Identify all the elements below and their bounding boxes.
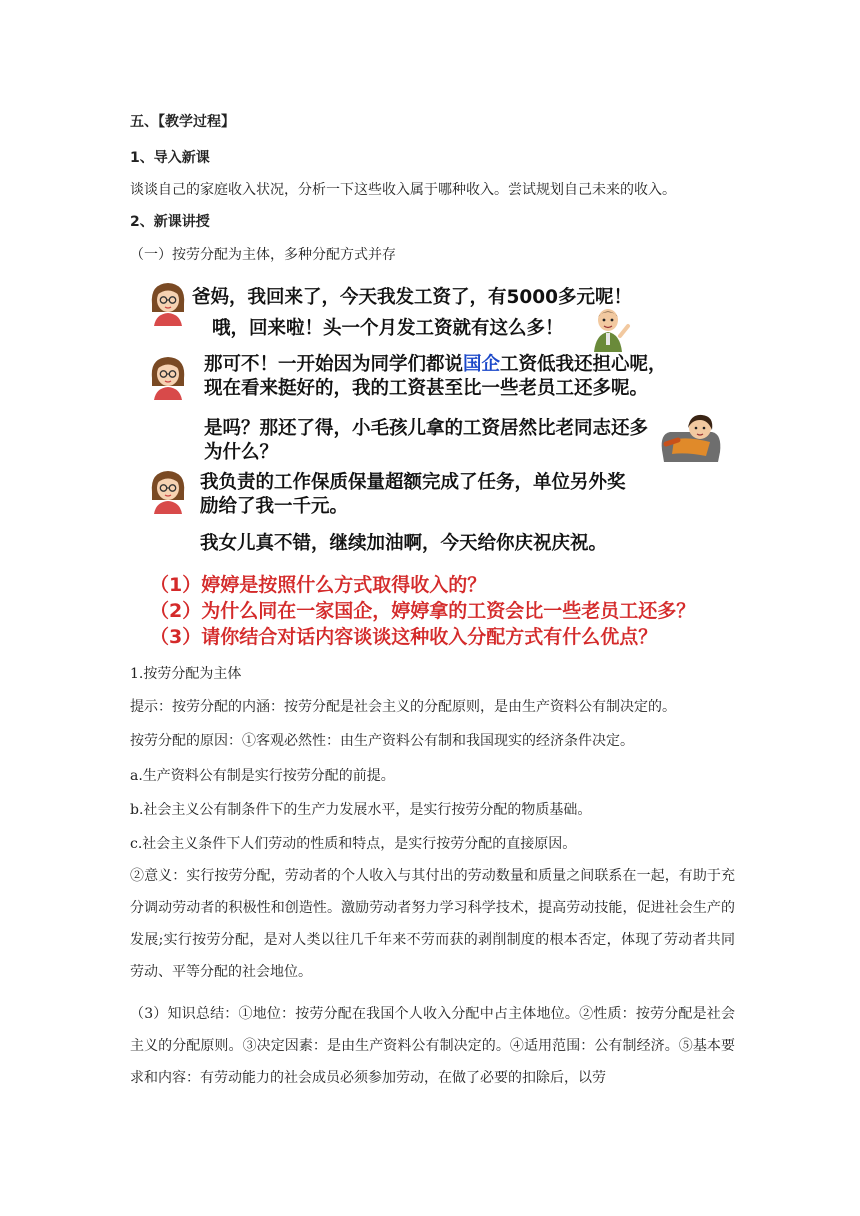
body-paragraph-1: 1.按劳分配为主体 — [130, 666, 242, 682]
section-1-title: 1、导入新课 — [130, 150, 210, 166]
girl-avatar-icon — [146, 466, 190, 514]
dialogue-line-7: 我负责的工作保质保量超额完成了任务，单位另外奖 — [200, 472, 626, 493]
dialogue-line-8: 励给了我一千元。 — [200, 496, 349, 517]
girl-avatar-icon — [146, 352, 190, 400]
body-paragraph-5: b.社会主义公有制条件下的生产力发展水平，是实行按劳分配的物质基础。 — [130, 802, 592, 818]
body-paragraph-4: a.生产资料公有制是实行按劳分配的前提。 — [130, 768, 395, 784]
question-1: （1）婷婷是按照什么方式取得收入的？ — [150, 574, 487, 596]
body-paragraph-7: ②意义：实行按劳分配，劳动者的个人收入与其付出的劳动数量和质量之间联系在一起，有助于充分调动劳动者的积极性和创造性。激励劳动者努力学习科学技术，提高劳动技能，促进社会生产的发展;实行按劳分配，是对人类以往几千年来不劳而获的剥削制度的根本否定，体现了劳动者共同劳动、平等分配的社会地位。 — [130, 868, 735, 980]
subsection-1-title: （一）按劳分配为主体，多种分配方式并存 — [130, 247, 396, 263]
highlight-state-enterprise: 国企 — [463, 354, 501, 375]
dialogue-line-2: 哦，回来啦！头一个月发工资就有这么多！ — [212, 318, 564, 339]
dialogue-line-6: 为什么？ — [204, 442, 279, 463]
body-paragraph-8: （3）知识总结：①地位：按劳分配在我国个人收入分配中占主体地位。②性质：按劳分配是社会主义的分配原则。③决定因素：是由生产资料公有制决定的。④适用范围：公有制经济。⑤基本要求和内容：有劳动能力的社会成员必须参加劳动，在做了必要的扣除后，以劳 — [130, 1006, 735, 1086]
body-paragraph-2: 提示：按劳分配的内涵：按劳分配是社会主义的分配原则，是由生产资料公有制决定的。 — [130, 699, 676, 715]
question-3: （3）请你结合对话内容谈谈这种收入分配方式有什么优点？ — [150, 626, 658, 648]
body-paragraph-6: c.社会主义条件下人们劳动的性质和特点，是实行按劳分配的直接原因。 — [130, 836, 577, 852]
dialogue-line-9: 我女儿真不错，继续加油啊，今天给你庆祝庆祝。 — [200, 533, 608, 554]
dialogue-line-4: 现在看来挺好的，我的工资甚至比一些老员工还多呢。 — [204, 378, 649, 399]
girl-avatar-icon — [146, 278, 190, 326]
dialogue-line-3: 那可不！一开始因为同学们都说国企工资低我还担心呢， — [204, 354, 667, 375]
teaching-process-heading: 五、【教学过程】 — [130, 114, 235, 130]
dialogue-line-1: 爸妈，我回来了，今天我发工资了，有5000多元呢！ — [192, 287, 632, 308]
dialogue-line-5: 是吗？那还了得，小毛孩儿拿的工资居然比老同志还多 — [204, 418, 649, 439]
mother-avatar-icon — [652, 410, 726, 466]
father-avatar-icon — [588, 304, 632, 352]
question-2: （2）为什么同在一家国企，婷婷拿的工资会比一些老员工还多？ — [150, 600, 696, 622]
section-1-text: 谈谈自己的家庭收入状况，分析一下这些收入属于哪种收入。尝试规划自己未来的收入。 — [130, 182, 676, 198]
body-paragraph-3: 按劳分配的原因：①客观必然性：由生产资料公有制和我国现实的经济条件决定。 — [130, 733, 634, 749]
section-2-title: 2、新课讲授 — [130, 214, 210, 230]
